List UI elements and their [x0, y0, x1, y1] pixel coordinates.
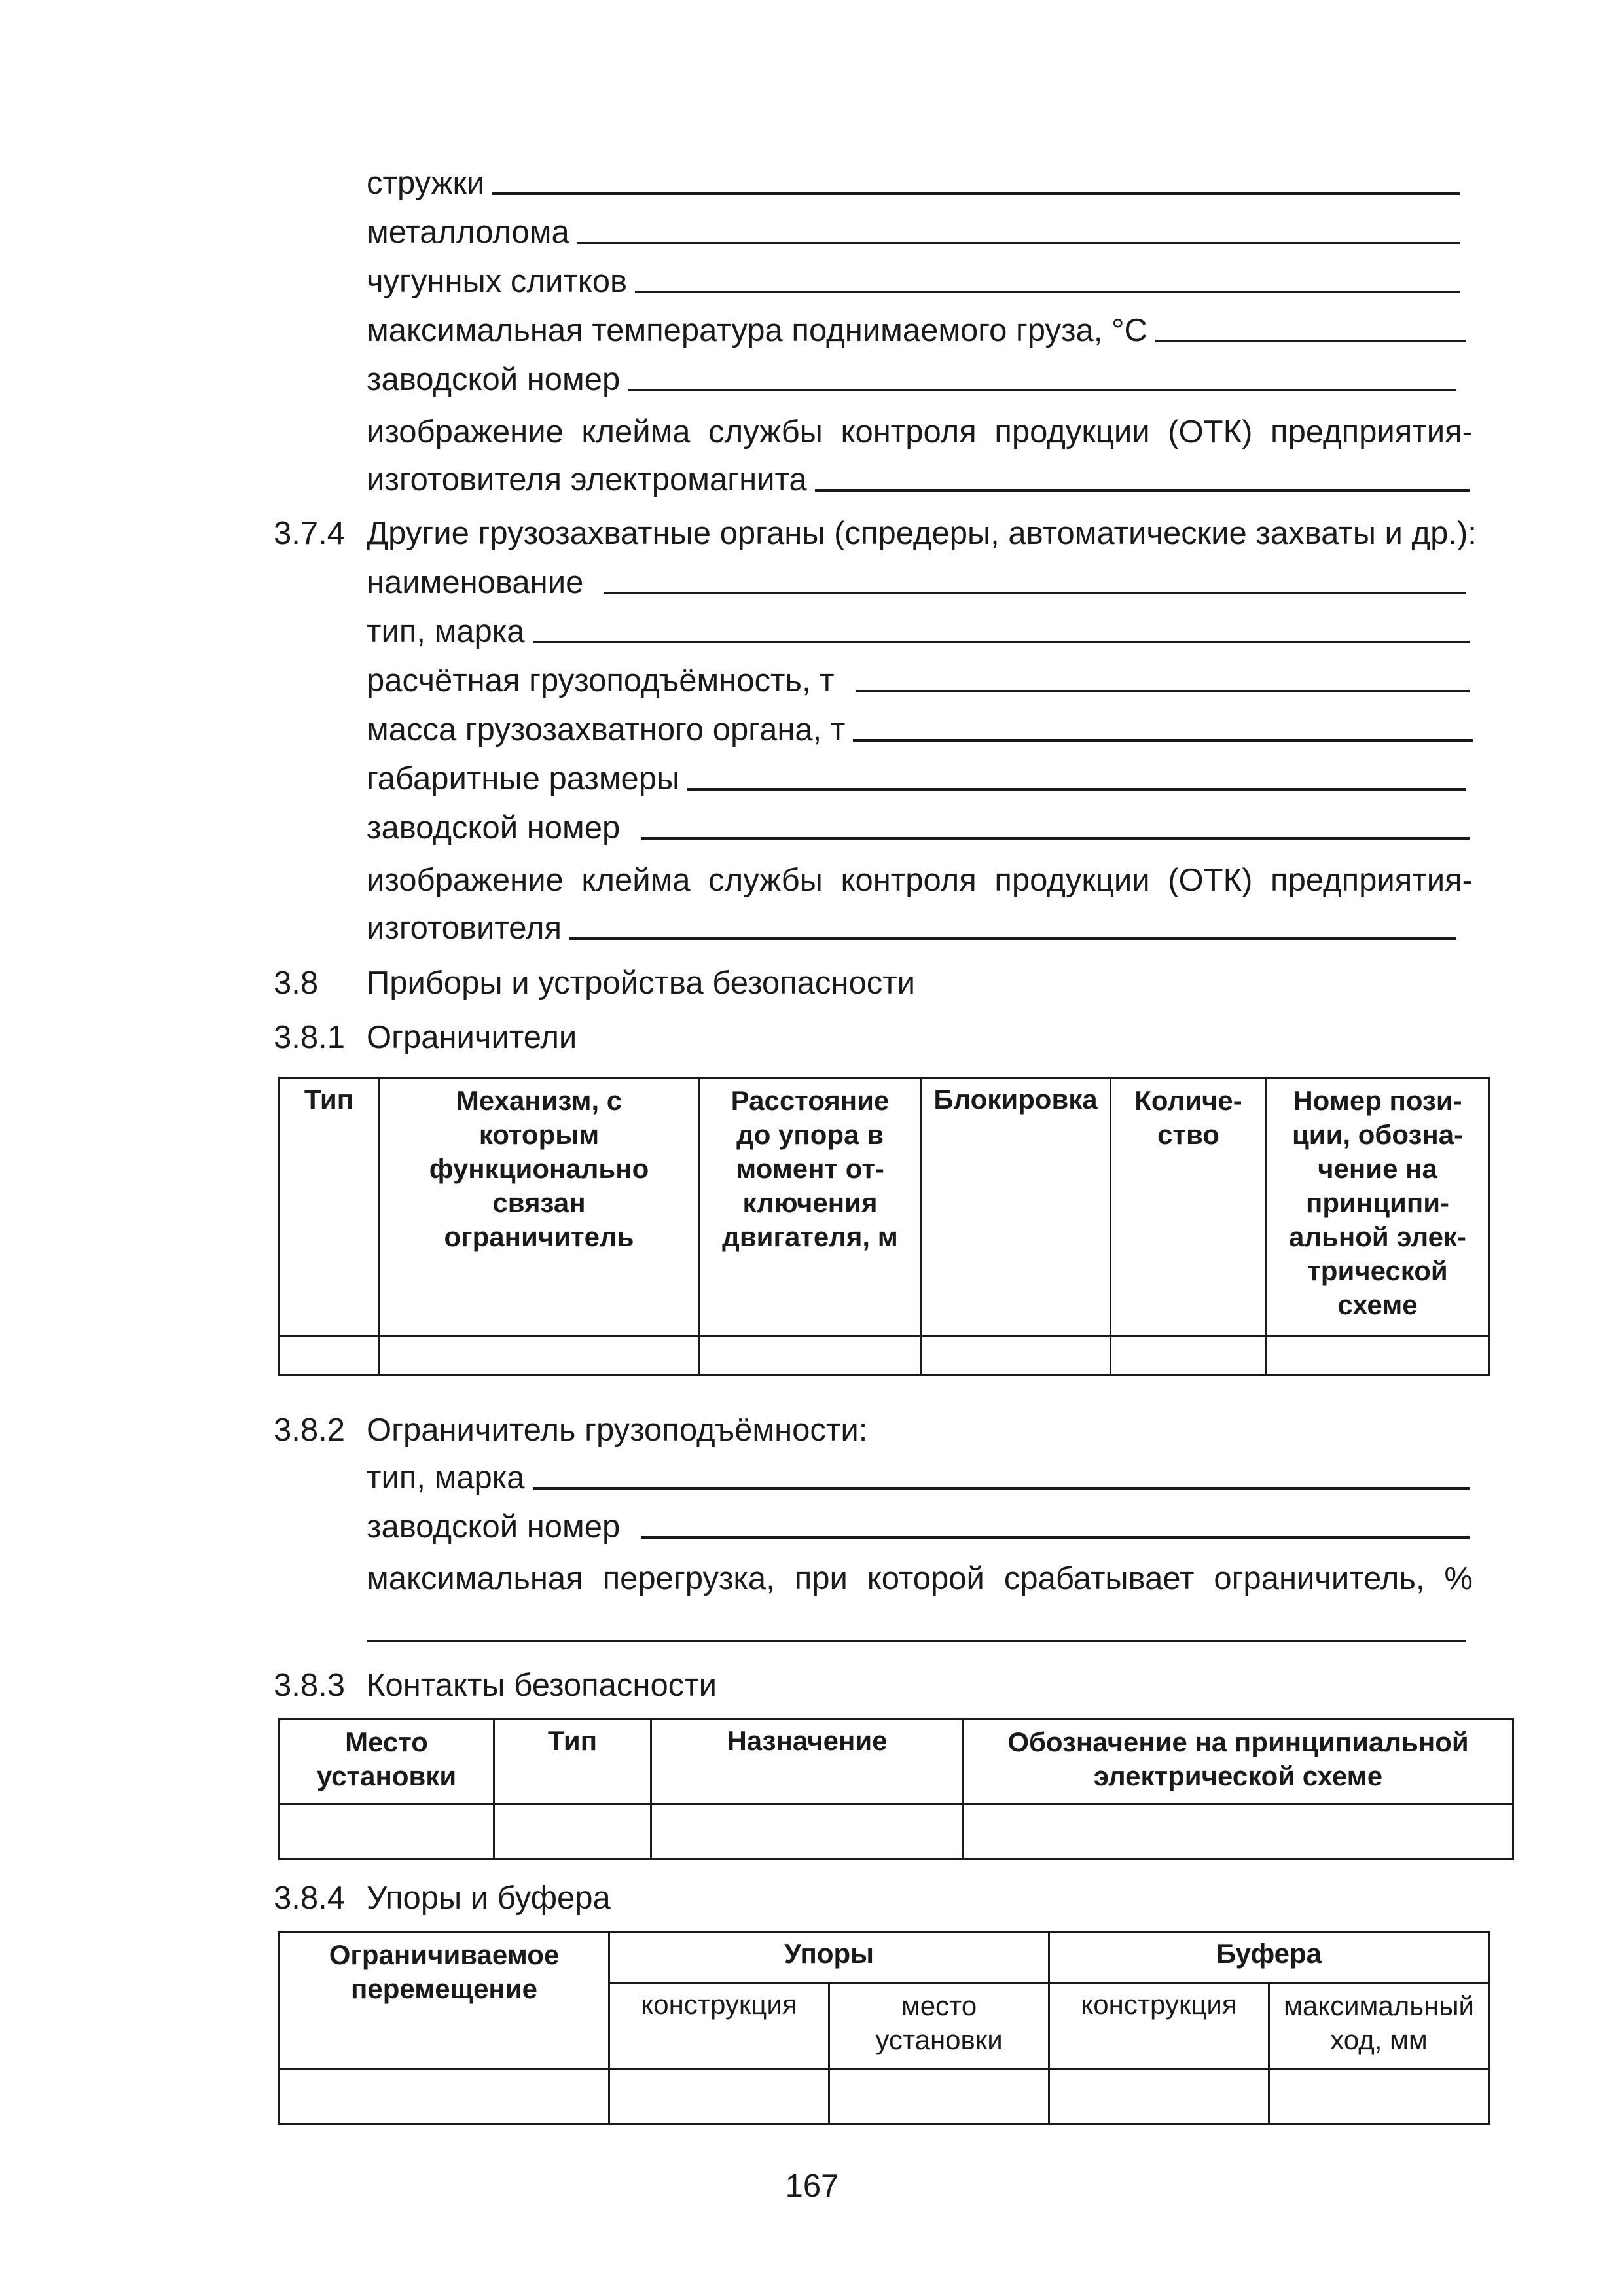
col-header: Тип [280, 1078, 379, 1336]
field-dims: габаритные размеры [367, 759, 1466, 798]
table-cell[interactable] [829, 2070, 1049, 2125]
col-header: Количе-ство [1111, 1078, 1267, 1336]
fill-line[interactable] [492, 192, 1460, 195]
col-header: Механизм, с которым функционально связан ограничитель [379, 1078, 700, 1336]
col-header: Тип [494, 1719, 651, 1804]
table-cell[interactable] [1267, 1336, 1489, 1376]
col-subheader: конструкция [609, 1983, 829, 2070]
col-subheader: место установки [829, 1983, 1049, 2070]
table-header-row [280, 1078, 1489, 1336]
table-header-row [280, 1719, 1513, 1804]
fill-line[interactable] [367, 1640, 1466, 1642]
fill-line[interactable] [635, 291, 1460, 293]
col-header: Упоры [609, 1932, 1049, 1983]
field-type-brand: тип, марка [367, 1458, 1470, 1498]
col-header: Блокировка [921, 1078, 1111, 1336]
safety-contacts-table [278, 1718, 1514, 1860]
stamp-line-1: изображение клейма службы контроля продукции (ОТК) предприятия- [367, 414, 1473, 450]
table-header-row [280, 1932, 1489, 1983]
section-number: 3.7.4 [274, 516, 345, 551]
field-serial: заводской номер [367, 1507, 1470, 1547]
table-cell[interactable] [379, 1336, 700, 1376]
stamp-line-1: изображение клейма службы контроля продукции (ОТК) предприятия- [367, 863, 1473, 898]
table-cell[interactable] [1269, 2070, 1489, 2125]
field-scrap: металлолома [367, 213, 1460, 252]
table-row [280, 1336, 1489, 1376]
col-subheader: конструкция [1049, 1983, 1269, 2070]
table-cell[interactable] [609, 2070, 829, 2125]
table-cell[interactable] [280, 1804, 494, 1859]
field-mass: масса грузозахватного органа, т [367, 710, 1473, 749]
fill-line[interactable] [641, 1536, 1470, 1539]
table-cell[interactable] [1111, 1336, 1267, 1376]
field-max-temp: максимальная температура поднимаемого груза, °C [367, 311, 1466, 350]
table-cell[interactable] [700, 1336, 921, 1376]
col-header: Буфера [1049, 1932, 1489, 1983]
fill-line[interactable] [533, 641, 1470, 643]
table-row [280, 1804, 1513, 1859]
col-header: Назначение [651, 1719, 964, 1804]
table-cell[interactable] [964, 1804, 1513, 1859]
page-number: 167 [785, 2168, 839, 2204]
fill-line[interactable] [577, 242, 1460, 244]
field-name: наименование [367, 563, 1466, 602]
section-title: Ограничители [367, 1020, 577, 1055]
section-number: 3.8.3 [274, 1668, 345, 1703]
fill-line[interactable] [815, 489, 1470, 492]
field-serial: заводской номер [367, 808, 1470, 848]
stops-buffers-table [278, 1931, 1490, 2125]
fill-line[interactable] [569, 937, 1456, 940]
section-title: Другие грузозахватные органы (спредеры, автоматические захваты и др.): [367, 516, 1477, 551]
col-header: Расстояние до упора в момент от-ключения двигателя, м [700, 1078, 921, 1336]
col-header: Место установки [280, 1719, 494, 1804]
col-header: Номер пози-ции, обозна-чение на принципи-альной элек-трической схеме [1267, 1078, 1489, 1336]
table-cell[interactable] [494, 1804, 651, 1859]
field-capacity: расчётная грузоподъёмность, т [367, 661, 1470, 700]
section-number: 3.8 [274, 965, 319, 1001]
table-cell[interactable] [280, 2070, 609, 2125]
section-title: Приборы и устройства безопасности [367, 965, 916, 1001]
fill-line[interactable] [641, 837, 1470, 840]
table-row [280, 2070, 1489, 2125]
col-subheader: максимальный ход, мм [1269, 1983, 1489, 2070]
fill-line[interactable] [687, 788, 1466, 791]
table-cell[interactable] [280, 1336, 379, 1376]
fill-line[interactable] [853, 739, 1473, 742]
col-header: Обозначение на принципиальной электрической схеме [964, 1719, 1513, 1804]
table-cell[interactable] [651, 1804, 964, 1859]
field-stamp: изготовителя [367, 908, 1456, 948]
field-type-brand: тип, марка [367, 612, 1470, 651]
limiters-table [278, 1077, 1490, 1376]
fill-line[interactable] [1155, 340, 1466, 342]
overload-line: максимальная перегрузка, при которой срабатывает ограничитель, % [367, 1561, 1473, 1596]
fill-line[interactable] [856, 690, 1470, 692]
field-ingots: чугунных слитков [367, 262, 1460, 301]
fill-line[interactable] [628, 389, 1456, 391]
field-stamp-magnet: изготовителя электромагнита [367, 460, 1470, 499]
fill-line[interactable] [604, 592, 1466, 594]
col-header: Ограничиваемое перемещение [280, 1932, 609, 2070]
field-chip: стружки [367, 164, 1460, 203]
section-title: Ограничитель грузоподъёмности: [367, 1412, 868, 1448]
table-cell[interactable] [1049, 2070, 1269, 2125]
section-number: 3.8.2 [274, 1412, 345, 1448]
section-number: 3.8.4 [274, 1880, 345, 1916]
table-cell[interactable] [921, 1336, 1111, 1376]
section-title: Контакты безопасности [367, 1668, 717, 1703]
section-title: Упоры и буфера [367, 1880, 611, 1916]
field-serial: заводской номер [367, 360, 1456, 399]
section-number: 3.8.1 [274, 1020, 345, 1055]
fill-line[interactable] [533, 1487, 1470, 1490]
